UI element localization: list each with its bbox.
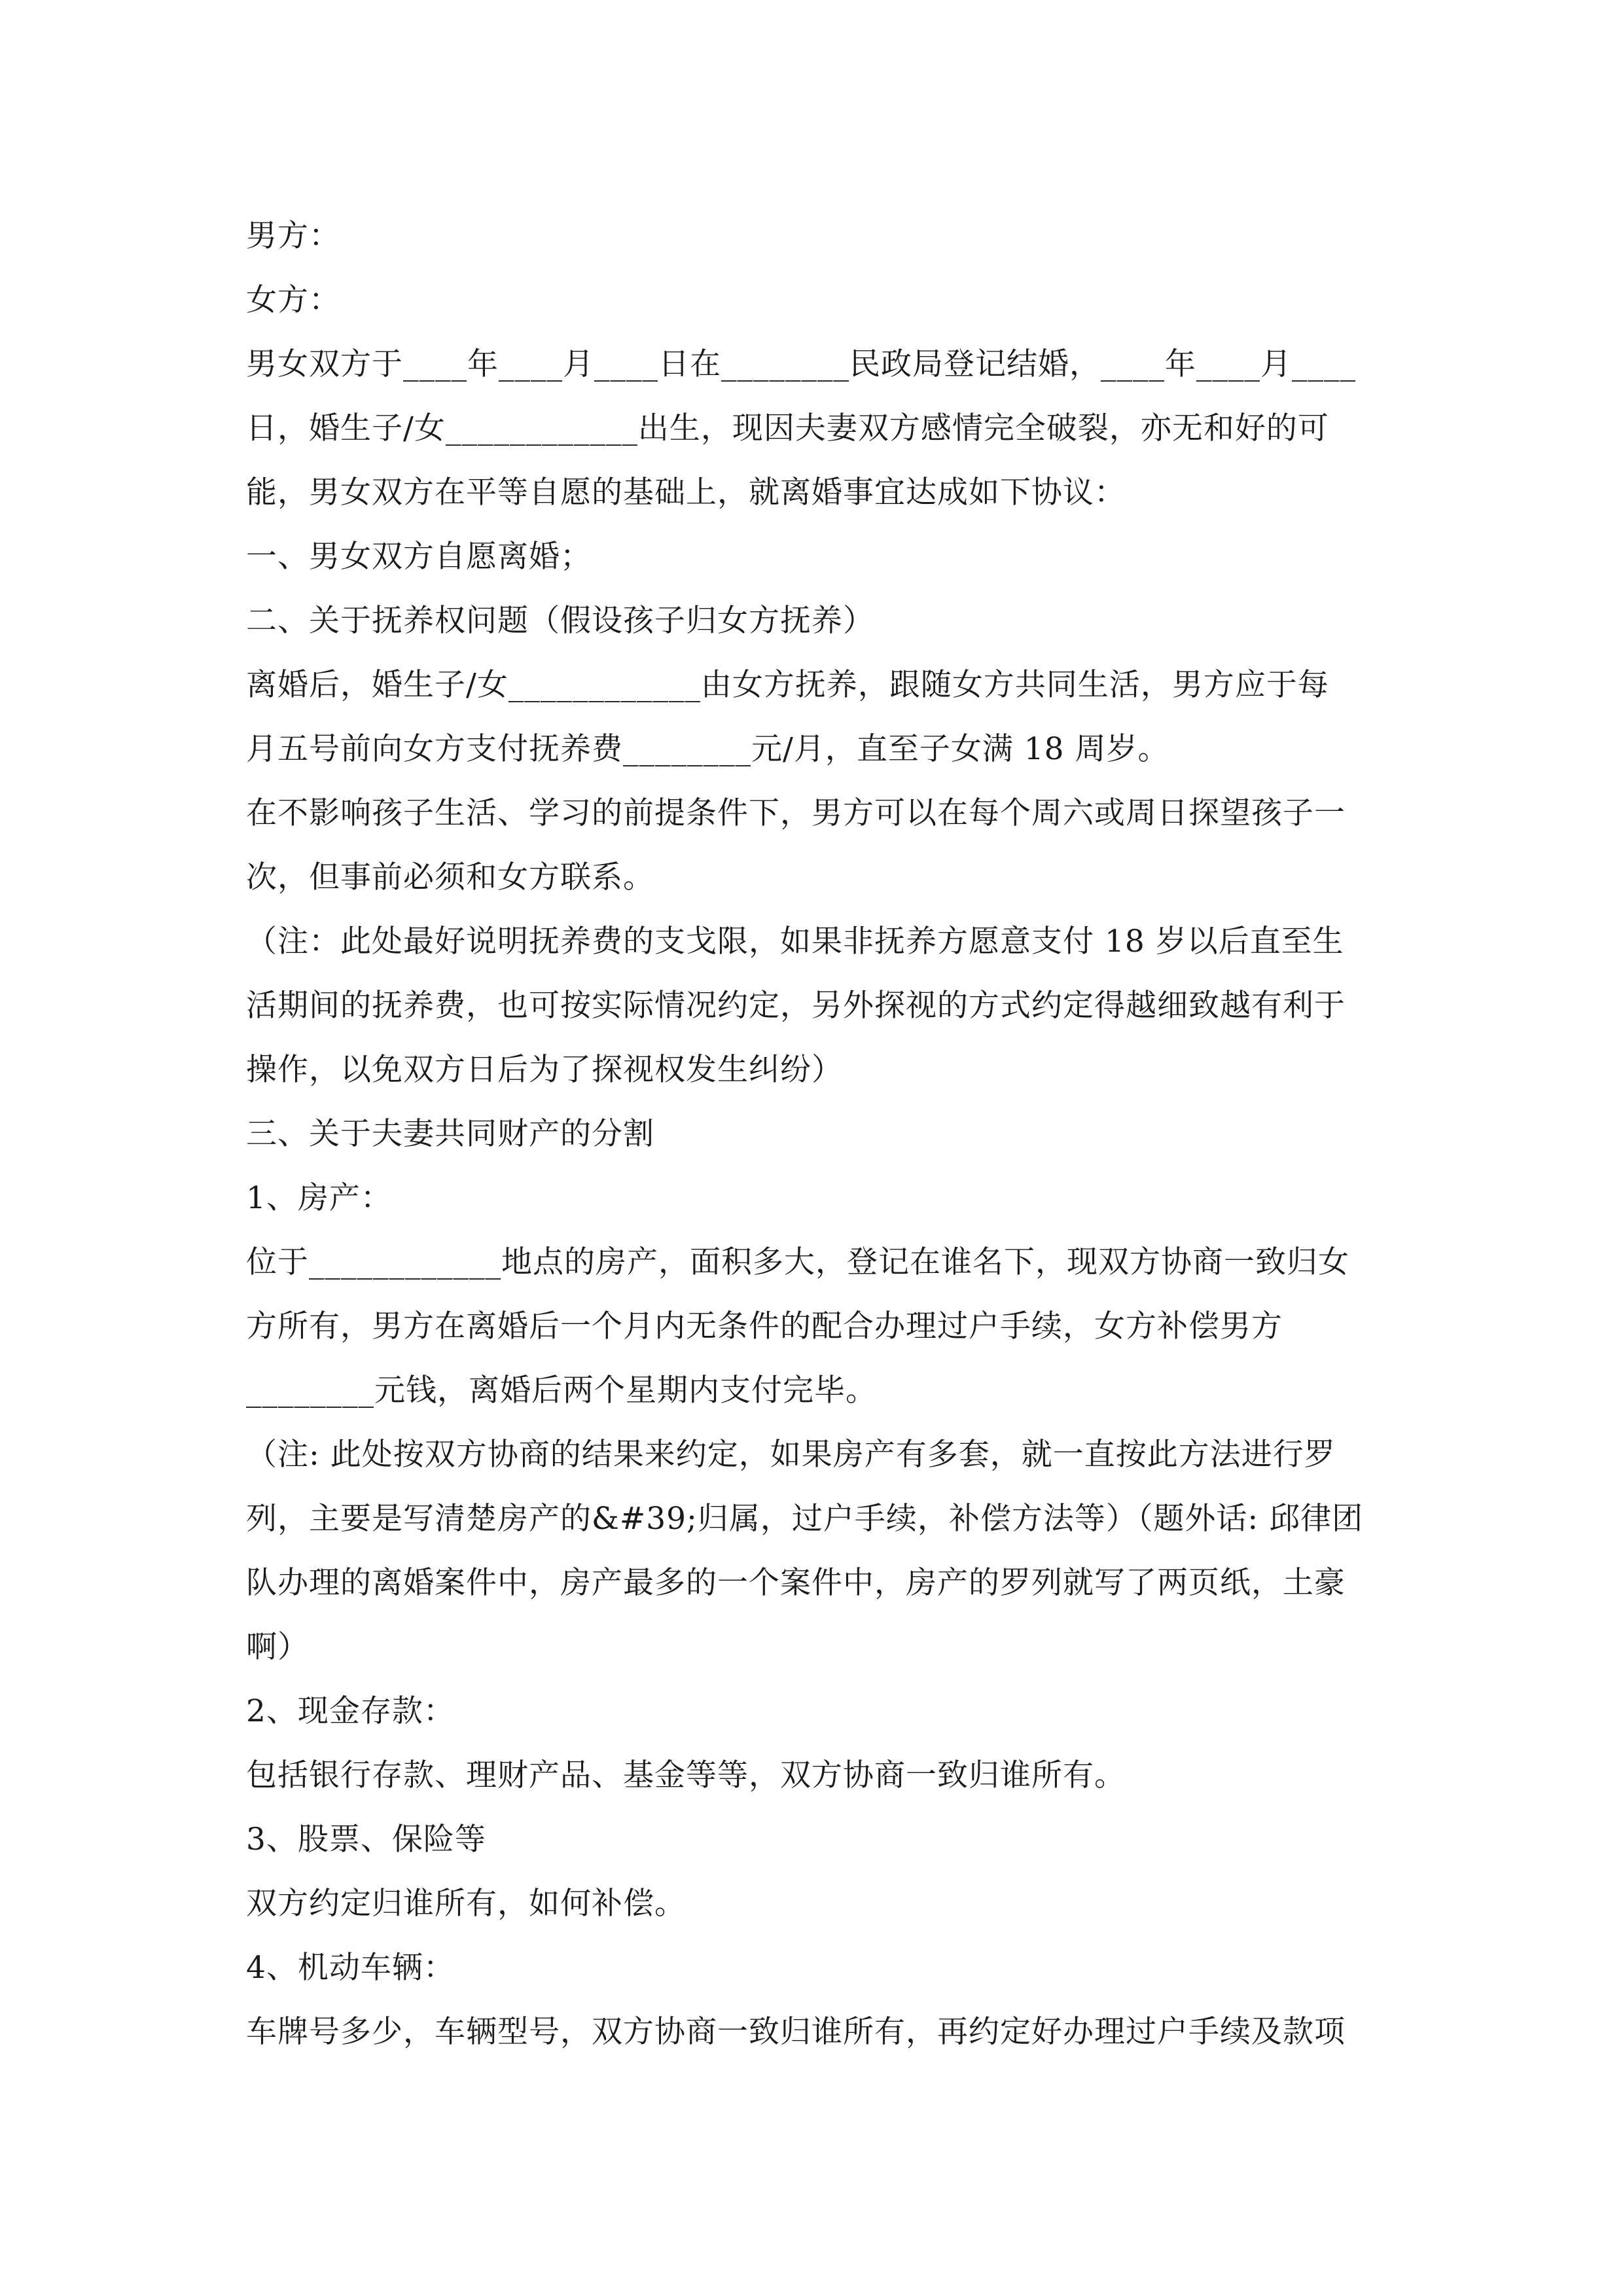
text-line: 包括银行存款、理财产品、基金等等，双方协商一致归谁所有。 (246, 1757, 1126, 1793)
text-line: 月五号前向女方支付抚养费________元/月，直至子女满 18 周岁。 (246, 731, 1169, 767)
subsection-heading-vehicles: 4、机动车辆： (246, 1950, 455, 1986)
text-line: 双方约定归谁所有，如何补偿。 (246, 1886, 686, 1922)
subsection-heading-cash: 2、现金存款： (246, 1693, 455, 1729)
text-line: 日，婚生子/女____________出生，现因夫妻双方感情完全破裂，亦无和好的可 (246, 410, 1329, 446)
text-line: 能，男女双方在平等自愿的基础上，就离婚事宜达成如下协议： (246, 475, 1126, 511)
note-line: 队办理的离婚案件中，房产最多的一个案件中，房产的罗列就写了两页纸，土豪 (246, 1565, 1346, 1601)
note-line: 活期间的抚养费，也可按实际情况约定，另外探视的方式约定得越细致越有利于 (246, 988, 1346, 1024)
section-heading-1: 一、男女双方自愿离婚； (246, 539, 592, 575)
text-line: 离婚后，婚生子/女____________由女方抚养，跟随女方共同生活，男方应于每 (246, 667, 1329, 703)
section-heading-2: 二、关于抚养权问题（假设孩子归女方抚养） (246, 603, 874, 639)
text-line: 方所有，男方在离婚后一个月内无条件的配合办理过户手续，女方补偿男方 (246, 1308, 1283, 1344)
text-line: ________元钱，离婚后两个星期内支付完毕。 (246, 1372, 877, 1408)
text-line: 在不影响孩子生活、学习的前提条件下，男方可以在每个周六或周日探望孩子一 (246, 795, 1346, 831)
note-line: 啊） (246, 1629, 309, 1665)
text-line-female-party: 女方： (246, 282, 340, 318)
text-line: 男女双方于____年____月____日在________民政局登记结婚，____年____月____ (246, 346, 1356, 382)
text-line: 位于____________地点的房产，面积多大，登记在谁名下，现双方协商一致归女 (246, 1244, 1349, 1280)
subsection-heading-stocks: 3、股票、保险等 (246, 1821, 486, 1857)
note-line: （注: 此处按双方协商的结果来约定，如果房产有多套，就一直按此方法进行罗 (246, 1437, 1336, 1473)
text-line: 次，但事前必须和女方联系。 (246, 859, 654, 895)
note-line: 列，主要是写清楚房产的&#39;归属，过户手续，补偿方法等）（题外话: 邱律团 (246, 1501, 1364, 1537)
subsection-heading-property: 1、房产： (246, 1180, 392, 1216)
text-line: 车牌号多少，车辆型号，双方协商一致归谁所有，再约定好办理过户手续及款项 (246, 2014, 1346, 2050)
agreement-text (246, 204, 1378, 2064)
text-line-male-party: 男方： (246, 218, 340, 254)
note-line: （注：此处最好说明抚养费的支戈限，如果非抚养方愿意支付 18 岁以后直至生 (246, 924, 1344, 960)
section-heading-3: 三、关于夫妻共同财产的分割 (246, 1116, 654, 1152)
note-line: 操作，以免双方日后为了探视权发生纠纷） (246, 1052, 843, 1088)
